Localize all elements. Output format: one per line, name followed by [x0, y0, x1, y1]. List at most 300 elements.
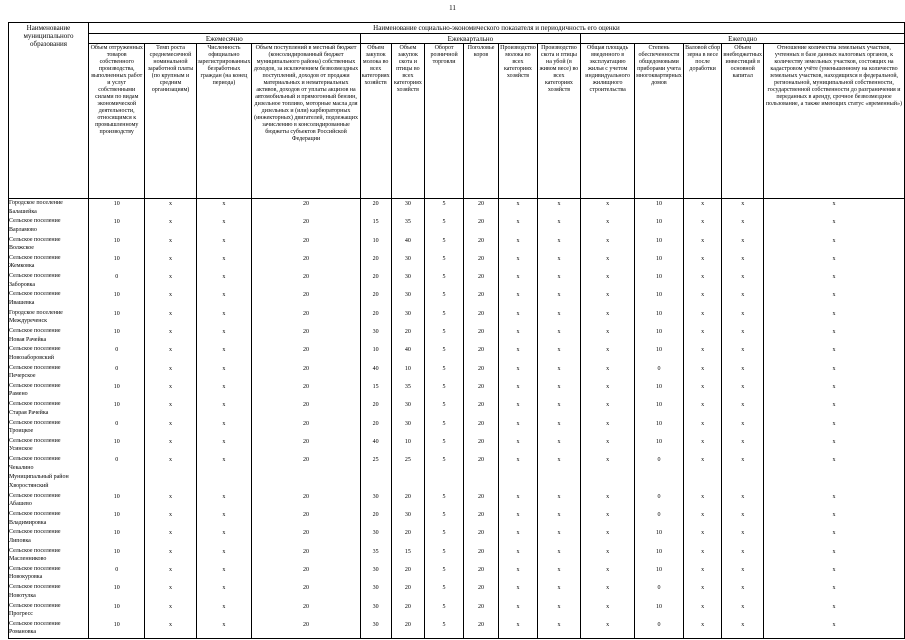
value-cell: 20	[252, 290, 360, 308]
value-cell: 0	[635, 620, 684, 639]
value-cell: 10	[635, 199, 684, 218]
value-cell: x	[722, 437, 764, 455]
value-cell: x	[537, 345, 580, 363]
value-cell: x	[683, 309, 722, 327]
value-cell: 30	[391, 290, 425, 308]
value-cell: 20	[463, 419, 498, 437]
value-cell: x	[722, 583, 764, 601]
value-cell: x	[683, 455, 722, 473]
value-cell: 20	[252, 364, 360, 382]
table-row	[9, 327, 905, 345]
municipality-name-cell: Сельское поселение Жемковка	[9, 254, 89, 272]
value-cell: 30	[391, 400, 425, 418]
value-cell: x	[145, 620, 196, 639]
value-cell: x	[537, 455, 580, 473]
value-cell: x	[499, 290, 538, 308]
value-cell: 10	[88, 254, 144, 272]
value-cell: 30	[360, 327, 391, 345]
municipality-name-cell: Сельское поселение Троицкое	[9, 419, 89, 437]
value-cell: x	[196, 364, 252, 382]
value-cell: x	[683, 382, 722, 400]
value-cell: 10	[635, 290, 684, 308]
value-cell: x	[581, 217, 635, 235]
value-cell: x	[764, 583, 905, 601]
value-cell: 20	[463, 327, 498, 345]
value-cell: x	[499, 327, 538, 345]
value-cell: 5	[425, 455, 464, 473]
column-header: Степень обеспеченности общедомовыми приборами учета многоквартирных домов	[635, 44, 684, 199]
value-cell: x	[764, 492, 905, 510]
value-cell: x	[764, 345, 905, 363]
value-cell: x	[145, 602, 196, 620]
value-cell: x	[145, 547, 196, 565]
table-row	[9, 364, 905, 382]
value-cell: x	[581, 364, 635, 382]
municipality-name-cell: Сельское поселение Новая Рачейка	[9, 327, 89, 345]
value-cell: x	[196, 419, 252, 437]
value-cell: x	[581, 345, 635, 363]
value-cell: x	[722, 236, 764, 254]
value-cell: x	[537, 382, 580, 400]
value-cell: 40	[391, 345, 425, 363]
value-cell: 0	[88, 345, 144, 363]
value-cell: 20	[252, 309, 360, 327]
value-cell: x	[537, 602, 580, 620]
value-cell: x	[537, 583, 580, 601]
value-cell: x	[764, 510, 905, 528]
value-cell: 10	[88, 492, 144, 510]
value-cell: 20	[252, 437, 360, 455]
value-cell: x	[722, 419, 764, 437]
value-cell: x	[196, 620, 252, 639]
value-cell: 20	[252, 254, 360, 272]
value-cell: 10	[88, 602, 144, 620]
value-cell: 20	[252, 272, 360, 290]
value-cell: 20	[252, 565, 360, 583]
value-cell: x	[683, 327, 722, 345]
value-cell: 10	[635, 309, 684, 327]
municipality-name-cell: Сельское поселение Усинское	[9, 437, 89, 455]
value-cell: 20	[252, 602, 360, 620]
value-cell: x	[145, 236, 196, 254]
value-cell: x	[683, 602, 722, 620]
value-cell: x	[499, 309, 538, 327]
value-cell: x	[764, 419, 905, 437]
value-cell: x	[722, 199, 764, 218]
value-cell: x	[581, 254, 635, 272]
value-cell: 10	[88, 437, 144, 455]
value-cell: x	[722, 290, 764, 308]
table-row	[9, 492, 905, 510]
value-cell: x	[196, 199, 252, 218]
value-cell: x	[537, 437, 580, 455]
value-cell: x	[722, 309, 764, 327]
value-cell: x	[499, 437, 538, 455]
value-cell: 10	[88, 236, 144, 254]
value-cell: 5	[425, 547, 464, 565]
value-cell: x	[722, 382, 764, 400]
value-cell: 20	[252, 547, 360, 565]
value-cell: 5	[425, 199, 464, 218]
value-cell: 10	[635, 547, 684, 565]
value-cell: 20	[360, 290, 391, 308]
value-cell: x	[537, 528, 580, 546]
value-cell: 10	[635, 602, 684, 620]
value-cell: 10	[88, 528, 144, 546]
value-cell: 0	[88, 419, 144, 437]
value-cell: 20	[252, 455, 360, 473]
value-cell: 5	[425, 492, 464, 510]
value-cell: 10	[88, 327, 144, 345]
header-period-monthly: Ежемесячно	[88, 34, 360, 44]
value-cell	[360, 473, 391, 491]
value-cell: 20	[463, 217, 498, 235]
column-header: Производство молока во всех категориях хозяйств	[499, 44, 538, 199]
value-cell: x	[196, 345, 252, 363]
value-cell: 10	[635, 528, 684, 546]
value-cell: x	[145, 290, 196, 308]
value-cell: x	[145, 510, 196, 528]
value-cell: 20	[252, 199, 360, 218]
value-cell: 20	[463, 400, 498, 418]
value-cell: x	[764, 272, 905, 290]
value-cell: x	[683, 217, 722, 235]
value-cell: 10	[391, 437, 425, 455]
value-cell: 20	[463, 510, 498, 528]
value-cell: 20	[252, 217, 360, 235]
value-cell: x	[683, 364, 722, 382]
table-row	[9, 217, 905, 235]
column-header: Производство скота и птицы на убой (в живом весе) во всех категориях хозяйств	[537, 44, 580, 199]
value-cell: x	[722, 217, 764, 235]
value-cell: x	[581, 620, 635, 639]
value-cell: x	[581, 382, 635, 400]
column-header: Численность официально зарегистрированных безработных граждан (на конец периода)	[196, 44, 252, 199]
value-cell: x	[581, 510, 635, 528]
value-cell: 20	[463, 272, 498, 290]
value-cell: x	[683, 290, 722, 308]
indicator-table	[8, 22, 905, 639]
value-cell: 10	[635, 419, 684, 437]
value-cell: x	[499, 510, 538, 528]
value-cell: x	[722, 364, 764, 382]
value-cell: x	[683, 565, 722, 583]
value-cell: x	[764, 455, 905, 473]
value-cell: x	[196, 437, 252, 455]
column-header: Объем отгруженных товаров собственного производства, выполненных работ и услуг собственными силами по видам экономической деятельности, относящимся к промышленному производству	[88, 44, 144, 199]
value-cell: x	[722, 400, 764, 418]
value-cell: x	[581, 400, 635, 418]
table-row	[9, 309, 905, 327]
value-cell: x	[196, 309, 252, 327]
municipality-name-cell: Сельское поселение Владимировка	[9, 510, 89, 528]
value-cell: 10	[88, 547, 144, 565]
value-cell: x	[581, 455, 635, 473]
value-cell: x	[499, 217, 538, 235]
value-cell: 20	[463, 254, 498, 272]
value-cell: x	[196, 217, 252, 235]
value-cell: x	[499, 419, 538, 437]
value-cell: x	[537, 217, 580, 235]
value-cell: 10	[635, 382, 684, 400]
value-cell: 20	[463, 528, 498, 546]
value-cell: 10	[88, 382, 144, 400]
value-cell: 20	[252, 345, 360, 363]
value-cell: x	[196, 272, 252, 290]
value-cell: x	[537, 290, 580, 308]
value-cell: 30	[360, 620, 391, 639]
municipality-name-cell: Сельское поселение Волжское	[9, 236, 89, 254]
value-cell: x	[145, 565, 196, 583]
table-row	[9, 419, 905, 437]
municipality-name-cell: Сельское поселение Новотулка	[9, 583, 89, 601]
value-cell: 20	[463, 236, 498, 254]
column-header: Объем закупок молока во всех категориях хозяйств	[360, 44, 391, 199]
value-cell: 5	[425, 217, 464, 235]
value-cell: x	[683, 583, 722, 601]
value-cell: 25	[360, 455, 391, 473]
value-cell: x	[499, 620, 538, 639]
value-cell: 5	[425, 510, 464, 528]
column-header: Валовой сбор зерна в весе после доработки	[683, 44, 722, 199]
column-header: Объем закупок скота и птицы во всех категориях хозяйств	[391, 44, 425, 199]
value-cell: x	[145, 455, 196, 473]
value-cell: x	[722, 254, 764, 272]
value-cell: 30	[391, 199, 425, 218]
value-cell: x	[722, 620, 764, 639]
value-cell: 20	[463, 583, 498, 601]
value-cell: 10	[360, 345, 391, 363]
value-cell: 20	[391, 565, 425, 583]
value-cell: x	[581, 583, 635, 601]
value-cell: x	[683, 400, 722, 418]
value-cell: x	[499, 236, 538, 254]
value-cell: 10	[635, 400, 684, 418]
value-cell: x	[145, 254, 196, 272]
value-cell: x	[764, 364, 905, 382]
value-cell: x	[499, 455, 538, 473]
value-cell: x	[499, 382, 538, 400]
table-row	[9, 272, 905, 290]
value-cell: 20	[252, 327, 360, 345]
value-cell: 30	[391, 254, 425, 272]
value-cell: 5	[425, 583, 464, 601]
value-cell: 20	[391, 492, 425, 510]
value-cell: x	[145, 345, 196, 363]
value-cell: x	[722, 455, 764, 473]
value-cell: 30	[360, 565, 391, 583]
table-row	[9, 199, 905, 218]
value-cell: 30	[391, 309, 425, 327]
value-cell: x	[581, 492, 635, 510]
value-cell: x	[764, 602, 905, 620]
table-row	[9, 620, 905, 639]
value-cell: x	[722, 528, 764, 546]
value-cell: x	[581, 437, 635, 455]
value-cell: x	[537, 492, 580, 510]
value-cell: 20	[360, 400, 391, 418]
value-cell: 10	[88, 309, 144, 327]
value-cell: 30	[360, 602, 391, 620]
value-cell: x	[537, 327, 580, 345]
table-row	[9, 455, 905, 473]
value-cell: 30	[391, 419, 425, 437]
value-cell: 20	[463, 364, 498, 382]
value-cell: 5	[425, 437, 464, 455]
value-cell: 15	[360, 217, 391, 235]
value-cell: x	[683, 199, 722, 218]
value-cell: 25	[391, 455, 425, 473]
value-cell: x	[196, 583, 252, 601]
municipality-name-cell: Городское поселение Междуреченск	[9, 309, 89, 327]
value-cell: x	[722, 492, 764, 510]
value-cell: 0	[635, 455, 684, 473]
value-cell: 20	[391, 528, 425, 546]
value-cell: x	[196, 290, 252, 308]
value-cell: 20	[391, 620, 425, 639]
value-cell: x	[145, 199, 196, 218]
municipality-name-cell: Сельское поселение Романовка	[9, 620, 89, 639]
value-cell: 10	[88, 510, 144, 528]
value-cell	[499, 473, 538, 491]
value-cell: x	[145, 400, 196, 418]
value-cell: 5	[425, 327, 464, 345]
value-cell: 35	[391, 382, 425, 400]
value-cell: x	[722, 602, 764, 620]
value-cell: x	[764, 528, 905, 546]
value-cell: 20	[252, 510, 360, 528]
municipality-name-cell: Сельское поселение Новокуровка	[9, 565, 89, 583]
value-cell: x	[499, 254, 538, 272]
value-cell: 30	[391, 272, 425, 290]
value-cell: x	[764, 236, 905, 254]
value-cell: x	[722, 327, 764, 345]
value-cell: x	[537, 272, 580, 290]
value-cell: x	[145, 382, 196, 400]
value-cell: x	[722, 272, 764, 290]
header-period-yearly: Ежегодно	[581, 34, 905, 44]
value-cell: x	[196, 510, 252, 528]
value-cell: x	[581, 199, 635, 218]
value-cell: 10	[635, 565, 684, 583]
value-cell: 0	[635, 510, 684, 528]
value-cell: x	[581, 327, 635, 345]
value-cell	[252, 473, 360, 491]
value-cell: 5	[425, 272, 464, 290]
value-cell: x	[499, 364, 538, 382]
value-cell: 10	[391, 364, 425, 382]
value-cell: x	[764, 309, 905, 327]
value-cell: x	[196, 400, 252, 418]
value-cell: x	[581, 565, 635, 583]
value-cell: x	[145, 327, 196, 345]
value-cell: 10	[88, 217, 144, 235]
value-cell: x	[683, 345, 722, 363]
value-cell: 20	[252, 492, 360, 510]
value-cell: 30	[360, 492, 391, 510]
value-cell: x	[683, 492, 722, 510]
value-cell: 30	[360, 583, 391, 601]
value-cell: x	[499, 602, 538, 620]
header-indicator-group: Наименование социально-экономического показателя и периодичность его оценки	[88, 23, 904, 34]
header-period-quarterly: Ежеквартально	[360, 34, 580, 44]
header-municipality-name: Наименование муниципального образования	[9, 23, 89, 199]
table-row	[9, 236, 905, 254]
value-cell: 30	[391, 510, 425, 528]
value-cell: x	[196, 547, 252, 565]
value-cell: x	[764, 382, 905, 400]
value-cell: 20	[463, 437, 498, 455]
value-cell: x	[764, 254, 905, 272]
value-cell: 20	[252, 419, 360, 437]
value-cell	[196, 473, 252, 491]
value-cell: 20	[463, 565, 498, 583]
value-cell: 5	[425, 254, 464, 272]
column-header: Поголовье коров	[463, 44, 498, 199]
value-cell: 10	[635, 217, 684, 235]
indicator-table-wrapper	[8, 22, 905, 639]
value-cell: x	[683, 236, 722, 254]
value-cell: x	[196, 528, 252, 546]
municipality-name-cell: Сельское поселение Прогресс	[9, 602, 89, 620]
value-cell: x	[764, 400, 905, 418]
value-cell: x	[145, 419, 196, 437]
value-cell: x	[196, 602, 252, 620]
value-cell: 10	[88, 290, 144, 308]
value-cell: x	[764, 290, 905, 308]
column-header: Отношение количества земельных участков, учтенных в базе данных налоговых органов, к количеству земельных участков, состоящих на кадастровом учёте (уменьшенному на количество земельных участков, находящихся в федеральной, региональной, муниципальной собственности, государственной собственности до разграничения и переданных в аренду, срочное безвозмездное пользование, а также имеющих статус «временный»)	[764, 44, 905, 199]
column-header: Оборот розничной торговли	[425, 44, 464, 199]
value-cell: x	[145, 492, 196, 510]
table-row	[9, 583, 905, 601]
value-cell: 10	[88, 400, 144, 418]
value-cell: x	[722, 510, 764, 528]
value-cell: x	[145, 364, 196, 382]
value-cell: x	[764, 199, 905, 218]
value-cell: x	[145, 528, 196, 546]
value-cell: 20	[252, 583, 360, 601]
value-cell: 20	[463, 290, 498, 308]
value-cell: 5	[425, 290, 464, 308]
value-cell	[722, 473, 764, 491]
table-body	[9, 199, 905, 639]
value-cell: x	[537, 364, 580, 382]
value-cell: x	[581, 309, 635, 327]
value-cell: x	[196, 565, 252, 583]
value-cell: 10	[635, 236, 684, 254]
value-cell: x	[683, 419, 722, 437]
value-cell: x	[683, 547, 722, 565]
municipality-name-cell: Сельское поселение Заборовка	[9, 272, 89, 290]
value-cell: x	[537, 620, 580, 639]
value-cell: 20	[463, 345, 498, 363]
value-cell	[764, 473, 905, 491]
value-cell: 10	[635, 327, 684, 345]
value-cell: x	[764, 437, 905, 455]
value-cell: x	[537, 400, 580, 418]
table-row	[9, 473, 905, 491]
value-cell: x	[499, 492, 538, 510]
column-header: Общая площадь введенного в эксплуатацию жилья с учетом индивидуального жилищного строительства	[581, 44, 635, 199]
table-row	[9, 547, 905, 565]
value-cell: x	[581, 602, 635, 620]
value-cell: x	[499, 400, 538, 418]
value-cell: x	[537, 254, 580, 272]
value-cell: x	[145, 309, 196, 327]
value-cell: x	[581, 528, 635, 546]
column-header: Темп роста среднемесячной номинальной заработной платы (по крупным и средним организациям)	[145, 44, 196, 199]
value-cell: 15	[360, 382, 391, 400]
